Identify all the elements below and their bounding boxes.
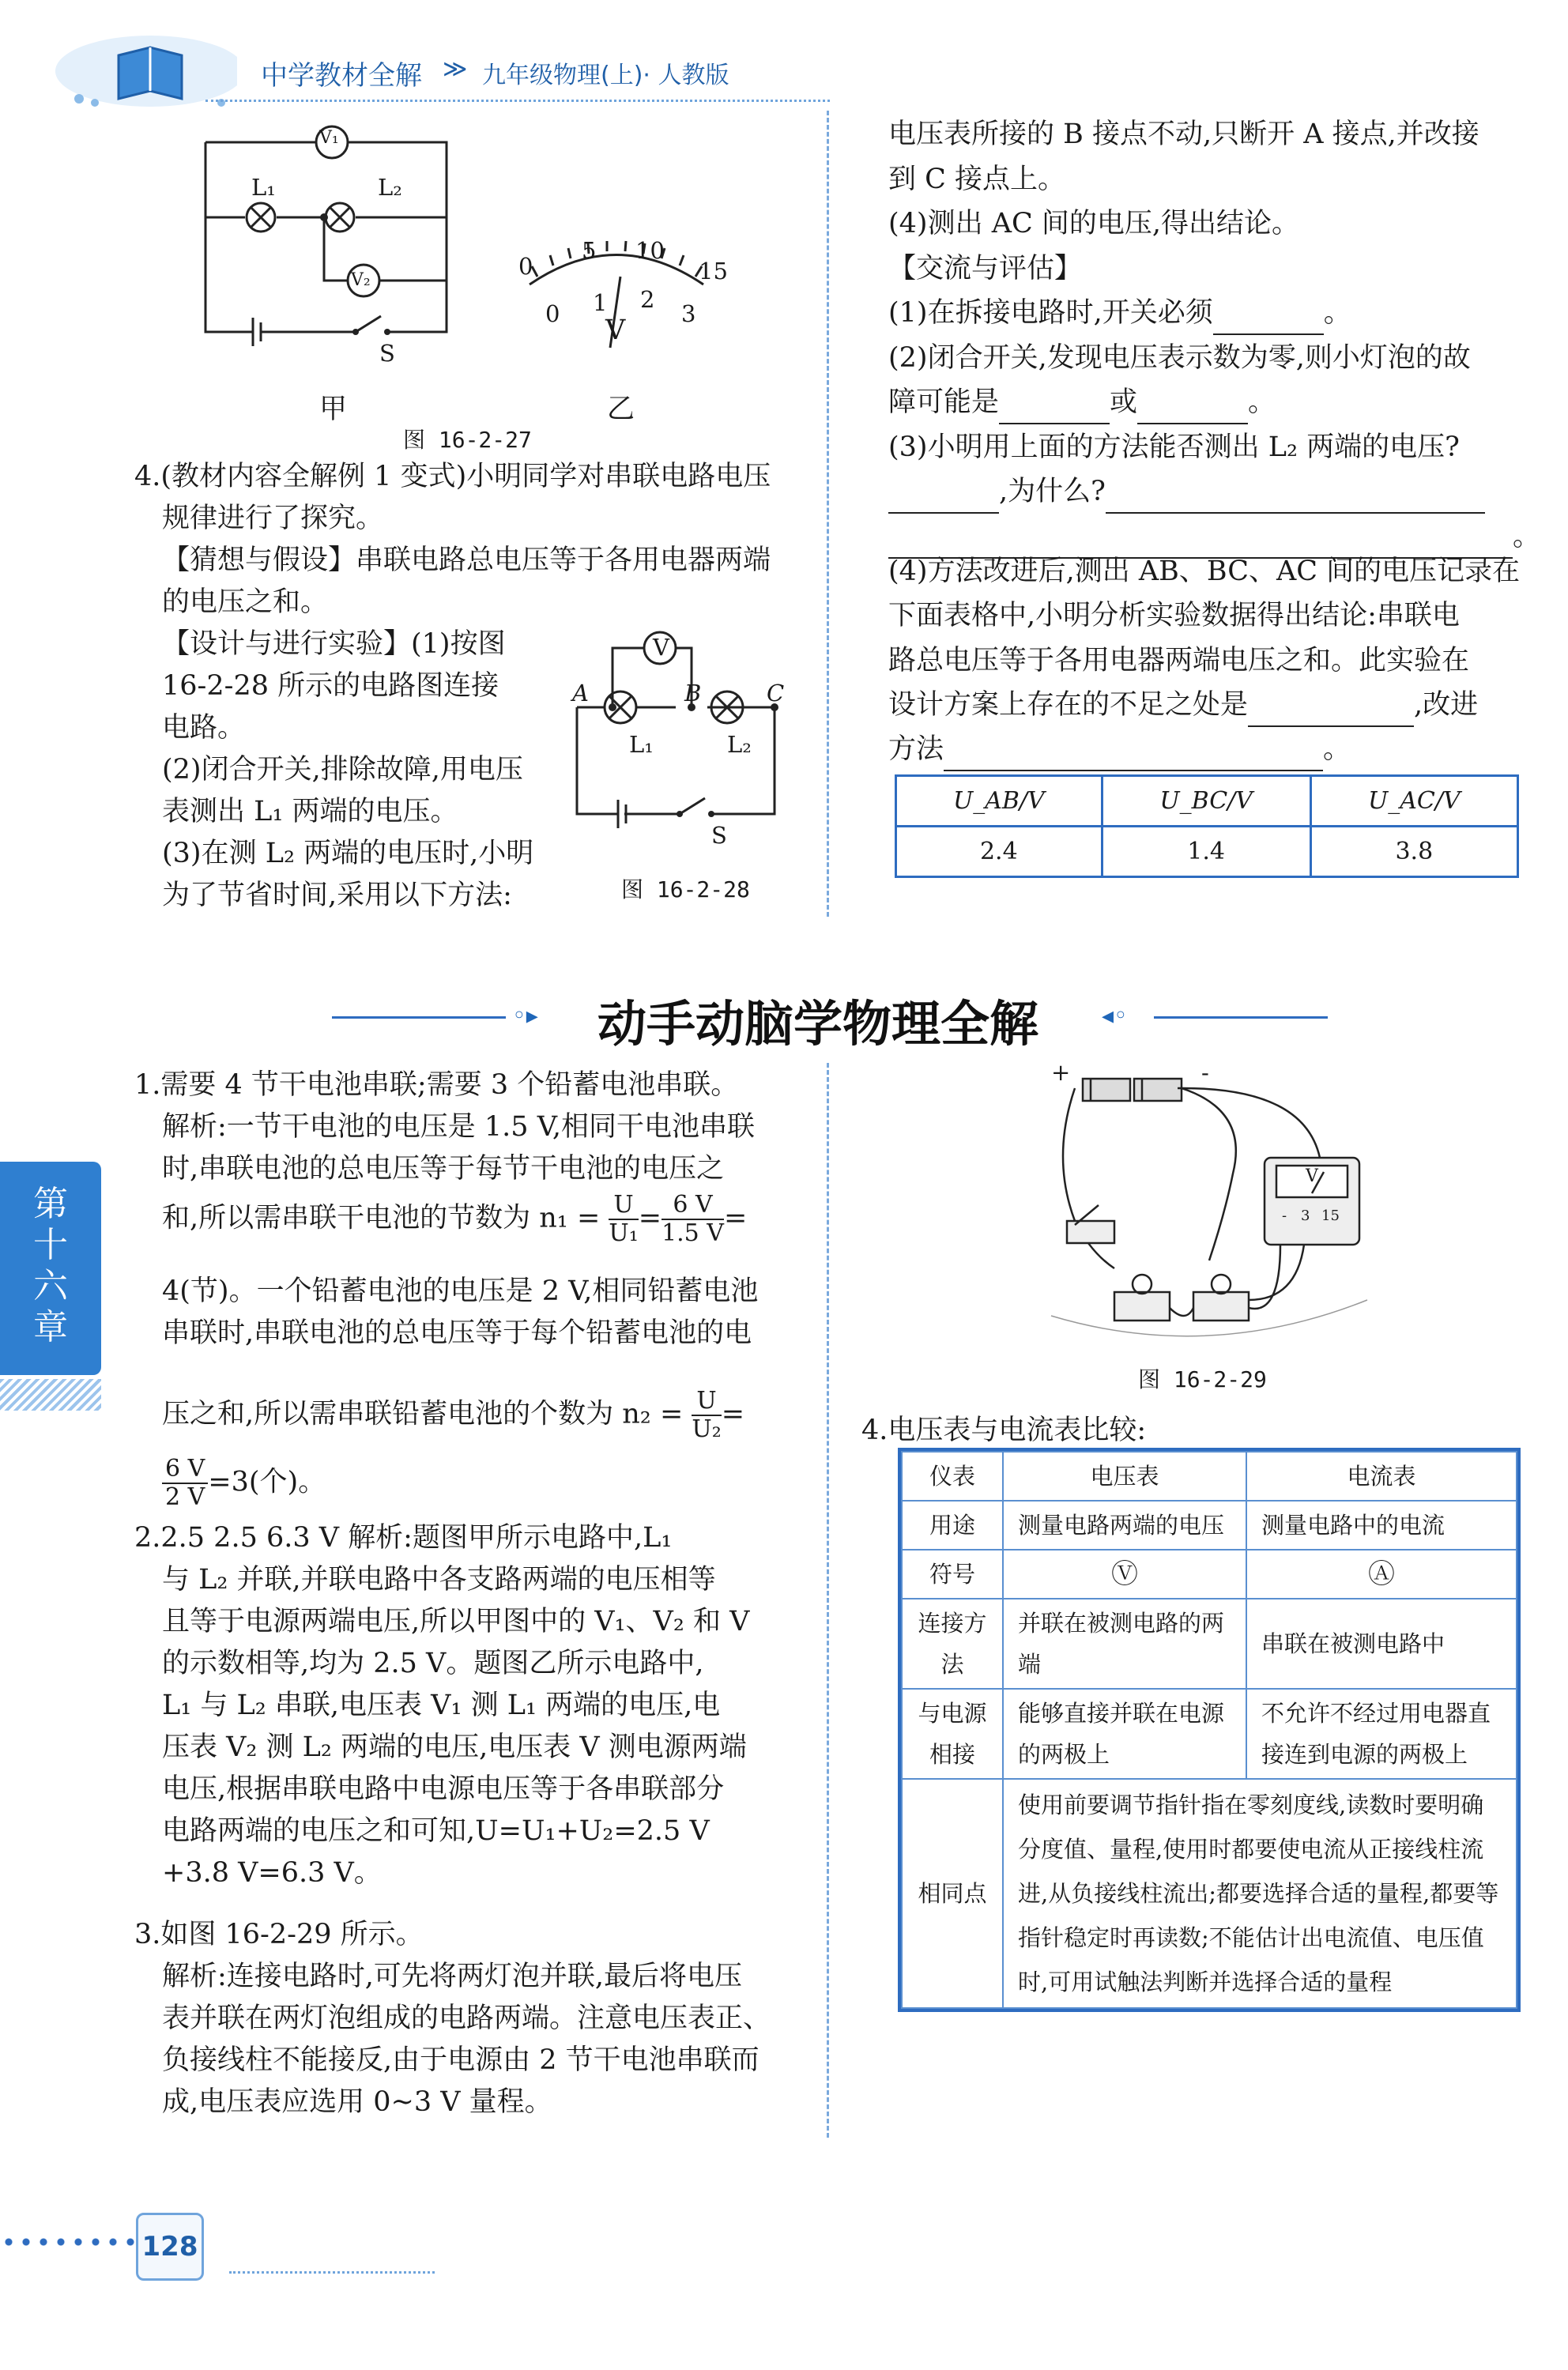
rt-line2: 到 C 接点上。 [888, 164, 1066, 195]
cmp-header-meter: 仪表 [902, 1452, 1003, 1501]
rt-line14a: 设计方案上存在的不足之处是 [888, 689, 1249, 721]
blank-deficiency[interactable] [1248, 697, 1414, 727]
frac2-numerator: 6 V [662, 1192, 724, 1220]
cmp-cell-ammeter: 串联在被测电路中 [1246, 1599, 1517, 1689]
book-title: 中学教材全解 [261, 60, 422, 92]
a1-line4-text: 和,所以需串联干电池的节数为 n₁ = [162, 1202, 601, 1234]
rt-line1: 电压表所接的 B 接点不动,只断开 A 接点,并改接 [888, 119, 1479, 150]
frac4-numerator: 6 V [162, 1456, 208, 1484]
q4-line6: 16-2-28 所示的电路图连接 [162, 670, 499, 702]
fraction-u-over-u1 [609, 1192, 638, 1247]
rt-line5 [888, 291, 1351, 335]
rt-line7 [888, 380, 1276, 424]
fig28-c-label: C [767, 680, 785, 706]
fig28-b-label: B [684, 680, 702, 706]
cmp-header-ammeter: 电流表 [1246, 1452, 1517, 1501]
frac3-denominator: U₂ [692, 1415, 722, 1443]
section-title: 动手动脑学物理全解 [597, 995, 1039, 1053]
voltage-data-table [895, 774, 1519, 878]
fig28-s-label: S [711, 822, 727, 849]
meter-comparison-table [901, 1451, 1517, 2009]
a4-title: 4.电压表与电流表比较: [861, 1415, 1147, 1446]
chapter-side-tab [0, 1162, 101, 1375]
dial-top-10: 10 [635, 237, 665, 264]
a2-line1: 2.2.5 2.5 6.3 V 解析:题图甲所示电路中,L₁ [134, 1522, 673, 1554]
rt-line15a: 方法 [888, 733, 944, 765]
cmp-row-label: 与电源相接 [902, 1689, 1003, 1779]
page-number: 128 [141, 2231, 198, 2263]
cmp-row-label: 连接方法 [902, 1599, 1003, 1689]
cmp-common-text: 使用前要调节指针指在零刻度线,读数时要明确分度值、量程,使用时都要使电流从正接线柱流进,从负接线柱流出;都要选择合适的量程,都要等指针稳定时再读数;不能估计出电流值、电压值时,可用试触法判断并选择合适的量程 [1003, 1779, 1517, 2008]
a2-line8: 电路两端的电压之和可知,U=U₁+U₂=2.5 V [162, 1815, 710, 1847]
table-header-ubc: U_BC/V [1102, 776, 1310, 827]
dial-bottom-0: 0 [545, 300, 560, 327]
rt-line7b: 或 [1110, 386, 1138, 418]
fig27-l2-label: L₂ [378, 174, 402, 201]
rt-line5a: (1)在拆接电路时,开关必须 [888, 297, 1213, 329]
rt-line8: (3)小明用上面的方法能否测出 L₂ 两端的电压? [888, 431, 1460, 463]
rt-line15b: 。 [1323, 733, 1351, 765]
q4-line1: 4.(教材内容全解例 1 变式)小明同学对串联电路电压 [134, 461, 771, 492]
rt-line13: 路总电压等于各用电器两端电压之和。此实验在 [888, 645, 1470, 676]
a1-line2: 解析:一节干电池的电压是 1.5 V,相同干电池串联 [162, 1111, 755, 1143]
a2-line9: +3.8 V=6.3 V。 [162, 1857, 382, 1889]
q4-line3: 【猜想与假设】串联电路总电压等于各用电器两端 [162, 544, 771, 576]
table-value-uac: 3.8 [1310, 827, 1517, 877]
blank-switch-state[interactable] [1213, 305, 1324, 335]
frac3-numerator: U [692, 1388, 721, 1416]
fig29-terminal-3: 3 [1301, 1208, 1310, 1224]
frac2-denominator: 1.5 V [662, 1219, 724, 1247]
a1-line8 [162, 1456, 326, 1511]
fig27-v2-label: V₂ [351, 270, 371, 290]
fraction-u-over-u2 [692, 1388, 721, 1443]
fig29-terminal-neg: - [1282, 1208, 1287, 1224]
fraction-6v-over-1.5v [662, 1192, 724, 1247]
blank-reason-1[interactable] [1106, 484, 1485, 514]
rt-line14b: ,改进 [1414, 689, 1479, 721]
a1-eq2: = [723, 1202, 748, 1234]
header-arrows: ≫ [443, 55, 468, 83]
cmp-cell-voltmeter: 能够直接并联在电源的两极上 [1003, 1689, 1246, 1779]
blank-fault-1[interactable] [999, 394, 1110, 424]
circuit-diagram-jia [198, 119, 458, 379]
dial-top-5: 5 [582, 237, 597, 264]
fig28-a-label: A [572, 680, 589, 706]
fig29-meter-v-label: V [1306, 1166, 1318, 1186]
a1-eq3: = [721, 1398, 745, 1430]
fig29-terminal-15: 15 [1321, 1208, 1340, 1224]
rt-line9 [888, 469, 1485, 514]
q4-line9: 表测出 L₁ 两端的电压。 [162, 796, 458, 827]
chapter-tab-stripes [0, 1379, 101, 1411]
q4-line7: 电路。 [162, 712, 246, 744]
fig27-s-label: S [379, 340, 395, 367]
a2-line3: 且等于电源两端电压,所以甲图中的 V₁、V₂ 和 V [162, 1606, 750, 1637]
footer-dots [0, 2238, 138, 2246]
a1-line7 [162, 1388, 744, 1443]
banner-arrow-left-icon: ◦▸ [512, 1002, 538, 1030]
voltmeter-symbol-icon: Ⓥ [1003, 1550, 1246, 1599]
dial-bottom-2: 2 [640, 286, 655, 313]
dial-top-15: 15 [699, 258, 728, 284]
banner-line-right [1154, 1016, 1328, 1019]
q4-line2: 规律进行了探究。 [162, 503, 384, 534]
rt-line6: (2)闭合开关,发现电压表示数为零,则小灯泡的故 [888, 342, 1471, 374]
fig29-minus-label: - [1201, 1059, 1209, 1086]
blank-fault-2[interactable] [1137, 394, 1248, 424]
table-header-uab: U_AB/V [896, 776, 1102, 827]
fig27-label-jia: 甲 [319, 394, 348, 425]
fig27-label-yi: 乙 [607, 394, 635, 425]
header-dotted-line [205, 100, 830, 102]
a1-line7-text: 压之和,所以需串联铅蓄电池的个数为 n₂ = [162, 1398, 684, 1430]
fig28-v-label: V [653, 634, 669, 661]
fig29-caption: 图 16-2-29 [1138, 1366, 1267, 1392]
header-bar [0, 0, 1568, 111]
fraction-6v-over-2v [162, 1456, 208, 1511]
dial-bottom-3: 3 [681, 300, 696, 327]
a1-line6: 串联时,串联电池的总电压等于每个铅蓄电池的电 [162, 1317, 752, 1349]
ammeter-symbol-icon: Ⓐ [1246, 1550, 1517, 1599]
a3-line5: 成,电压表应选用 0~3 V 量程。 [162, 2086, 552, 2118]
a1-line3: 时,串联电池的总电压等于每节干电池的电压之 [162, 1153, 725, 1185]
a1-eq1: = [638, 1202, 662, 1234]
fig27-v1-label: V₁ [319, 128, 339, 148]
rt-line12: 下面表格中,小明分析实验数据得出结论:串联电 [888, 600, 1460, 631]
fig27-caption: 图 16-2-27 [403, 427, 532, 453]
book-logo-icon [32, 24, 237, 111]
frac1-numerator: U [609, 1192, 638, 1220]
a2-line4: 的示数相等,均为 2.5 V。题图乙所示电路中, [162, 1648, 704, 1679]
dial-bottom-1: 1 [593, 289, 608, 316]
a1-line8-text: =3(个)。 [208, 1466, 326, 1498]
fig28-l1-label: L₁ [629, 731, 654, 758]
cmp-cell-voltmeter: 并联在被测电路的两端 [1003, 1599, 1246, 1689]
cmp-row-label-common: 相同点 [902, 1779, 1003, 2008]
rt-line5b: 。 [1323, 297, 1351, 329]
cmp-cell-voltmeter: 测量电路两端的电压 [1003, 1501, 1246, 1550]
a2-line7: 电压,根据串联电路中电源电压等于各串联部分 [162, 1773, 725, 1805]
q4-line5: 【设计与进行实验】(1)按图 [162, 628, 506, 660]
footer-dotted-line [229, 2271, 435, 2274]
q4-line4: 的电压之和。 [162, 586, 329, 618]
dial-v-label: V [605, 315, 626, 346]
rt-line7c: 。 [1248, 386, 1276, 418]
rt-line3: (4)测出 AC 间的电压,得出结论。 [888, 208, 1300, 239]
frac1-denominator: U₁ [609, 1219, 639, 1247]
q4-line10: (3)在测 L₂ 两端的电压时,小明 [162, 838, 534, 869]
banner-arrow-right-icon: ◂◦ [1102, 1002, 1128, 1030]
chapter-tab-text: 第十六章 [33, 1184, 68, 1347]
table-value-ubc: 1.4 [1102, 827, 1310, 877]
fig27-l1-label: L₁ [251, 174, 276, 201]
rt-line4: 【交流与评估】 [888, 253, 1083, 284]
book-subtitle: 九年级物理(上)· 人教版 [482, 62, 729, 89]
rt-line14 [888, 683, 1478, 727]
dial-top-0: 0 [518, 253, 533, 280]
circuit-diagram-16-2-28 [569, 624, 806, 838]
page-number-box [136, 2213, 204, 2281]
cmp-row-label: 符号 [902, 1550, 1003, 1599]
cmp-row-label: 用途 [902, 1501, 1003, 1550]
cmp-header-voltmeter: 电压表 [1003, 1452, 1246, 1501]
fig28-l2-label: L₂ [727, 731, 752, 758]
a1-line4 [162, 1192, 747, 1247]
fig28-caption: 图 16-2-28 [621, 876, 750, 902]
frac4-denominator: 2 V [165, 1483, 205, 1511]
q4-line11: 为了节省时间,采用以下方法: [162, 880, 512, 911]
a3-line2: 解析:连接电路时,可先将两灯泡并联,最后将电压 [162, 1961, 743, 1992]
a1-line1: 1.需要 4 节干电池串联;需要 3 个铅蓄电池串联。 [134, 1069, 739, 1101]
a2-line2: 与 L₂ 并联,并联电路中各支路两端的电压相等 [162, 1564, 716, 1596]
a1-line5: 4(节)。一个铅蓄电池的电压是 2 V,相同铅蓄电池 [162, 1275, 759, 1307]
blank-improvement[interactable] [944, 741, 1323, 771]
a2-line5: L₁ 与 L₂ 串联,电压表 V₁ 测 L₁ 两端的电压,电 [162, 1690, 721, 1721]
rt-line9a: ,为什么? [999, 476, 1106, 507]
column-divider-top [827, 111, 829, 917]
q4-line8: (2)闭合开关,排除故障,用电压 [162, 754, 523, 786]
a3-line3: 表并联在两灯泡组成的电路两端。注意电压表正、 [162, 2003, 771, 2034]
cmp-cell-ammeter: 不允许不经过用电器直接连到电源的两极上 [1246, 1689, 1517, 1779]
rt-line10b: 。 [1513, 521, 1541, 552]
a2-line6: 压表 V₂ 测 L₂ 两端的电压,电压表 V 测电源两端 [162, 1731, 747, 1763]
a3-line1: 3.如图 16-2-29 所示。 [134, 1919, 424, 1950]
a3-line4: 负接线柱不能接反,由于电源由 2 节干电池串联而 [162, 2044, 760, 2076]
rt-line15 [888, 727, 1351, 771]
banner-line-left [332, 1016, 506, 1019]
column-divider-bottom [827, 1063, 829, 2138]
rt-line11: (4)方法改进后,测出 AB、BC、AC 间的电压记录在 [888, 556, 1521, 587]
rt-line7a: 障可能是 [888, 386, 1000, 418]
cmp-cell-ammeter: 测量电路中的电流 [1246, 1501, 1517, 1550]
table-value-uab: 2.4 [896, 827, 1102, 877]
table-header-uac: U_AC/V [1310, 776, 1517, 827]
fig29-plus-label: + [1051, 1059, 1071, 1086]
blank-can-measure[interactable] [888, 484, 999, 514]
